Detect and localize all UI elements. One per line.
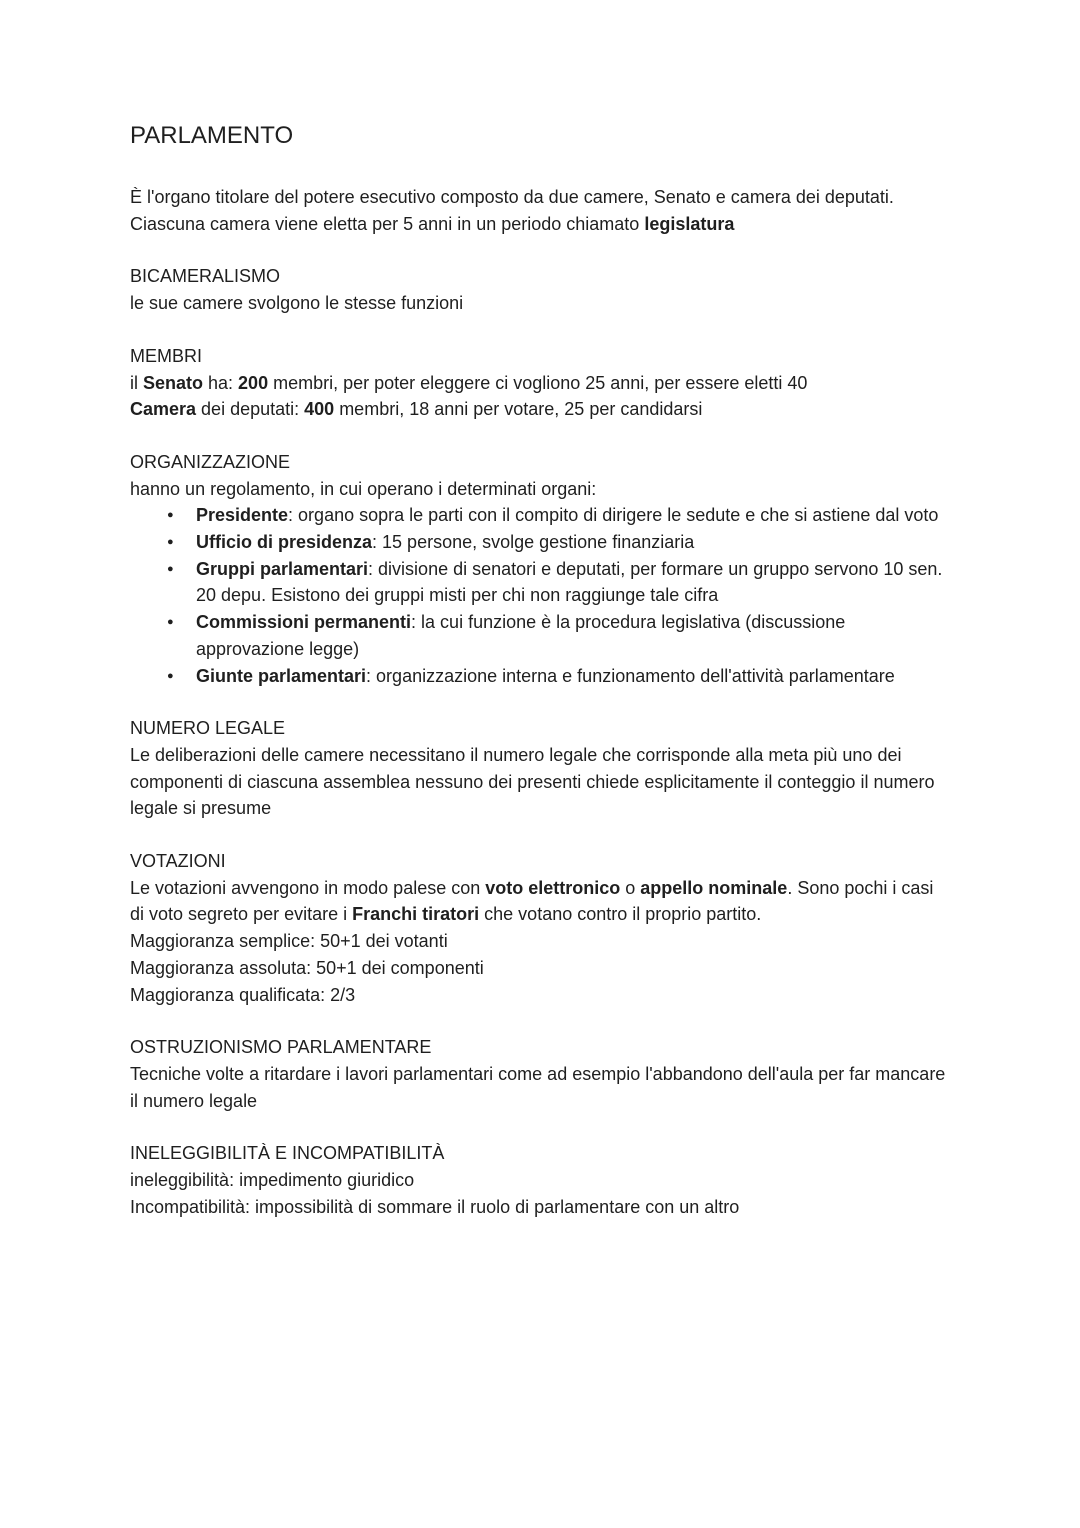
bold-run: Gruppi parlamentari [196,558,369,579]
document-body [130,118,950,1221]
text-run: : organo sopra le parti con il compito di dirigere le sedute e che si astiene dal voto [288,505,939,526]
section-text: hanno un regolamento, in cui operano i determinati organi: [130,478,597,499]
incompatibilita-line: Incompatibilità: impossibilità di sommare il ruolo di parlamentare con un altro [130,1196,740,1217]
bold-run: voto elettronico [485,877,621,898]
section-heading: NUMERO LEGALE [130,718,286,739]
intro-bold: legislatura [644,213,735,234]
text-run: il [130,372,143,393]
text-run: ha: [203,372,239,393]
bold-run: 400 [304,399,335,420]
text-run: : la cui funzione è la procedura legislativa (discussione approvazione legge) [196,612,846,659]
text-run: che votano contro il proprio partito. [479,904,762,925]
bold-run: Senato [143,372,204,393]
section-heading: OSTRUZIONISMO PARLAMENTARE [130,1037,432,1058]
text-run: membri, 18 anni per votare, 25 per candidarsi [334,399,703,420]
membri-senato-line [130,370,950,397]
intro-paragraph [130,184,950,237]
section-text: le sue camere svolgono le stesse funzioni [130,293,464,314]
text-run: membri, per poter eleggere ci vogliono 25 anni, per essere eletti 40 [268,372,808,393]
intro-text: È l'organo titolare del potere esecutivo composto da due camere, Senato e camera dei deputati. Ciascuna camera viene eletta per 5 anni in un periodo chiamato [130,187,894,234]
bold-run: Camera [130,399,197,420]
list-item [130,502,950,529]
bold-run: Franchi tiratori [352,904,480,925]
bold-run: 200 [238,372,269,393]
section-heading: INELEGGIBILITÀ E INCOMPATIBILITÀ [130,1143,445,1164]
section-organizzazione [130,449,950,689]
section-ostruzionismo [130,1034,950,1114]
section-ineleggibilita [130,1140,950,1220]
section-numero-legale [130,715,950,822]
section-heading: BICAMERALISMO [130,266,281,287]
section-votazioni [130,848,950,1008]
maggioranza-assoluta: Maggioranza assoluta: 50+1 dei componenti [130,957,484,978]
list-item [130,609,950,662]
section-membri [130,343,950,423]
bold-run: appello nominale [640,877,788,898]
text-run: . Sono pochi i casi di voto segreto per evitare i [130,877,934,925]
text-run: : 15 persone, svolge gestione finanziaria [372,532,695,553]
bold-run: Ufficio di presidenza [196,532,373,553]
votazioni-paragraph [130,875,950,928]
page-title: PARLAMENTO [130,122,294,149]
ineleggibilita-line: ineleggibilità: impedimento giuridico [130,1170,415,1191]
section-text: Tecniche volte a ritardare i lavori parlamentari come ad esempio l'abbandono dell'aula per far mancare il numero legale [130,1063,946,1111]
bold-run: Commissioni permanenti [196,612,412,633]
section-heading: ORGANIZZAZIONE [130,451,291,472]
list-item [130,663,950,690]
section-bicameralismo [130,263,950,316]
text-run: Le votazioni avvengono in modo palese con [130,877,486,898]
maggioranza-semplice: Maggioranza semplice: 50+1 dei votanti [130,931,448,952]
bold-run: Giunte parlamentari [196,665,367,686]
text-run: : organizzazione interna e funzionamento dell'attività parlamentare [366,665,895,686]
section-heading: VOTAZIONI [130,851,226,872]
section-text: Le deliberazioni delle camere necessitano il numero legale che corrisponde alla meta più uno dei componenti di ciascuna assemblea nessuno dei presenti chiede esplicitamente il conteggio il numero legale si presume [130,744,935,819]
bold-run: Presidente [196,505,289,526]
text-run: o [620,877,641,898]
organi-list [130,502,950,689]
membri-camera-line [130,396,950,423]
list-item [130,556,950,609]
section-heading: MEMBRI [130,345,202,366]
maggioranza-qualificata: Maggioranza qualificata: 2/3 [130,984,356,1005]
text-run: dei deputati: [196,399,305,420]
text-run: : divisione di senatori e deputati, per formare un gruppo servono 10 sen. 20 depu. Esistono dei gruppi misti per chi non raggiunge tale cifra [196,558,943,606]
list-item [130,529,950,556]
